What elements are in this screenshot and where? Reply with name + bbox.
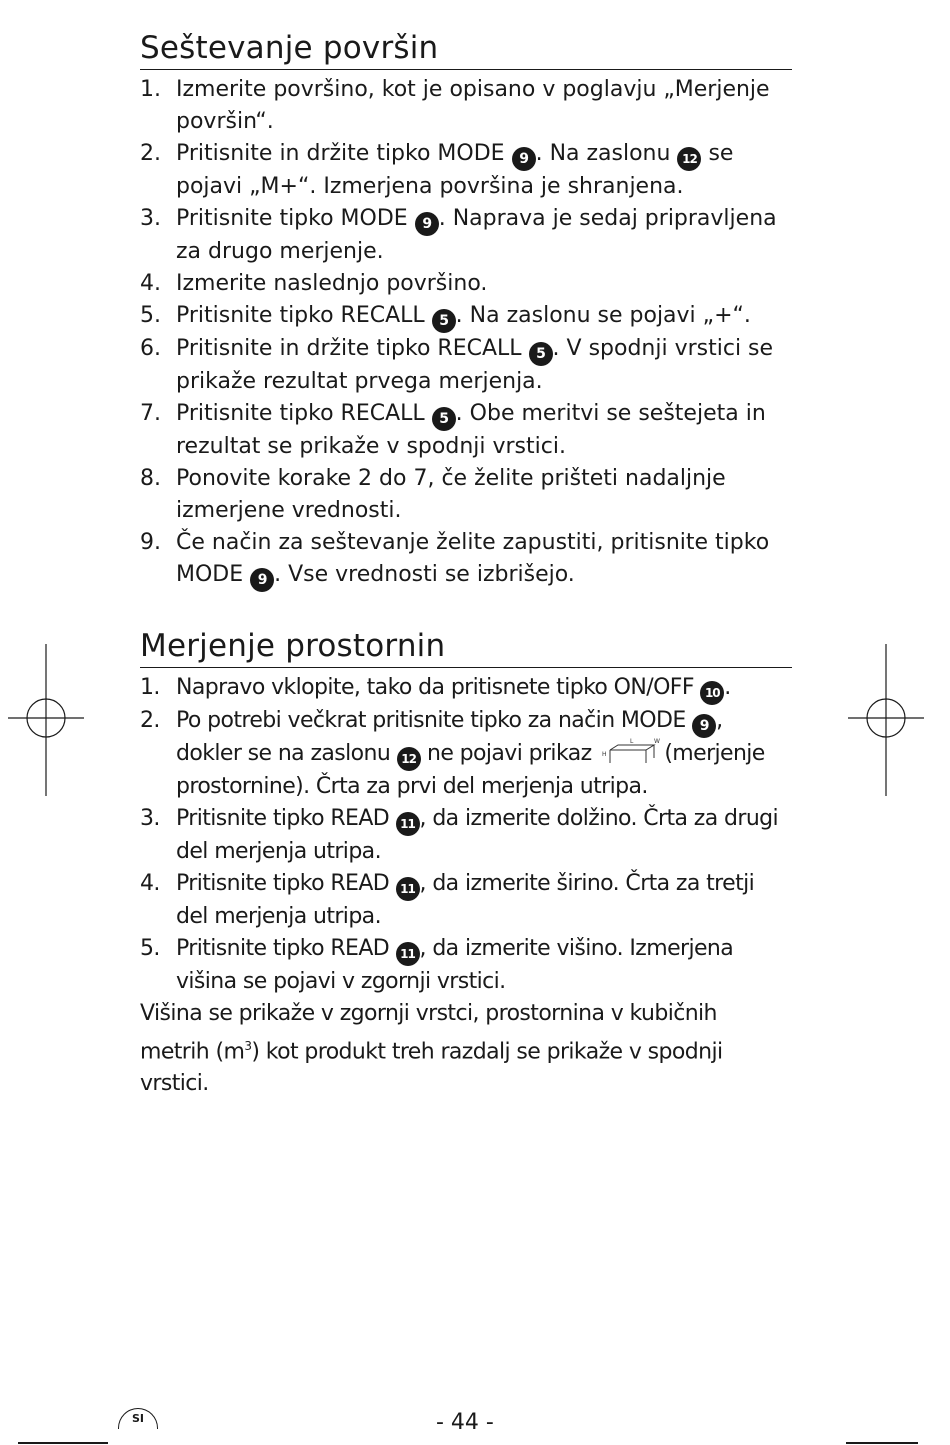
list-item [140,203,792,268]
volume-icon-length-label: L [629,738,633,745]
step-number: 3. [140,806,160,831]
step-number: 2. [140,141,161,166]
step-text: Pritisnite tipko RECALL [176,401,432,426]
callout-number-icon: 10 [700,681,724,705]
step-text: Če način za seštevanje želite zapustiti, pritisnite tipko MODE [176,530,770,587]
step-text: Pritisnite tipko MODE [176,206,415,231]
step-text: , da izmerite širino. Črta za tretji del merjenja utripa. [176,871,755,929]
section-adding-areas [140,30,792,592]
step-text: se pojavi „M+“. Izmerjena površina je shranjena. [176,141,734,199]
list-item [140,672,792,705]
step-number: 4. [140,871,160,896]
crop-line-left [18,1442,108,1444]
step-number: 5. [140,303,161,328]
steps-list-adding-areas [140,74,792,592]
volume-icon-height-label: H [601,751,606,758]
step-text: Pritisnite tipko READ [176,871,396,896]
page-number: - 44 - [436,1410,494,1435]
step-text: (merjenje prostornine). Črta za prvi del merjenja utripa. [176,741,765,799]
step-text: . Obe meritvi se seštejeta in rezultat se prikaže v spodnji vrstici. [176,401,766,459]
list-item [140,463,792,527]
list-item [140,74,792,138]
step-text: Po potrebi večkrat pritisnite tipko za način MODE [176,708,693,733]
step-text: . Na zaslonu se pojavi „+“. [455,303,751,328]
step-number: 1. [140,77,161,102]
callout-number-icon: 11 [396,812,420,836]
callout-number-icon: 5 [432,407,456,431]
section-measuring-volume [140,628,792,1100]
step-text: Izmerite naslednjo površino. [176,271,488,296]
list-item [140,803,792,868]
step-number: 6. [140,336,161,361]
step-text: Ponovite korake 2 do 7, če želite prišteti nadaljnje izmerjene vrednosti. [176,466,726,523]
step-text: Izmerite površino, kot je opisano v poglavju „Merjenje površin“. [176,77,770,134]
step-text: . Naprava je sedaj pripravljena za drugo merjenje. [176,206,777,264]
list-item [140,868,792,933]
step-number: 3. [140,206,161,231]
step-text: Pritisnite tipko READ [176,936,396,961]
list-item [140,527,792,592]
step-number: 1. [140,675,160,700]
step-number: 5. [140,936,160,961]
steps-list-measuring-volume [140,672,792,998]
step-text: , da izmerite dolžino. Črta za drugi del merjenja utripa. [176,806,779,864]
step-text: Napravo vklopite, tako da pritisnete tipko ON/OFF [176,675,701,700]
callout-number-icon: 9 [415,212,439,236]
callout-number-icon: 5 [432,309,456,333]
registration-mark-left-icon [4,640,88,800]
callout-number-icon: 12 [397,747,421,771]
step-text: ne pojavi prikaz [420,741,598,766]
step-number: 9. [140,530,161,555]
volume-note-text-end: ) kot produkt treh razdalj se prikaže v spodnji vrstici. [140,1039,723,1097]
volume-icon-width-label: W [653,738,660,745]
step-text: . Na zaslonu [535,141,678,166]
crop-line-right [846,1442,918,1444]
step-text: Pritisnite tipko READ [176,806,396,831]
section-title-measuring-volume: Merjenje prostornin [140,628,792,668]
list-item [140,333,792,398]
step-text: Pritisnite in držite tipko RECALL [176,336,529,361]
list-item [140,933,792,998]
list-item [140,138,792,203]
callout-number-icon: 11 [396,877,420,901]
volume-note-superscript: 3 [244,1039,252,1053]
callout-number-icon: 11 [396,942,420,966]
step-text: , da izmerite višino. Izmerjena višina se pojavi v zgornji vrstici. [176,936,734,994]
callout-number-icon: 9 [250,568,274,592]
list-item [140,268,792,300]
language-badge: SI [118,1408,158,1429]
step-text: , dokler se na zaslonu [176,708,723,766]
callout-number-icon: 5 [529,342,553,366]
volume-symbol-icon [598,738,658,764]
registration-mark-right-icon [844,640,928,800]
step-number: 8. [140,466,161,491]
section-title-adding-areas: Seštevanje površin [140,30,792,70]
list-item [140,705,792,803]
step-text: Pritisnite in držite tipko MODE [176,141,512,166]
page-content [140,30,792,1100]
step-text: . V spodnji vrstici se prikaže rezultat prvega merjenja. [176,336,774,394]
callout-number-icon: 12 [677,147,701,171]
step-number: 7. [140,401,161,426]
volume-note-text: Višina se prikaže v zgornji vrstci, prostornina v kubičnih metrih (m [140,1001,717,1065]
step-text: Pritisnite tipko RECALL [176,303,432,328]
step-text: . Vse vrednosti se izbrišejo. [274,562,575,587]
volume-note [140,998,792,1100]
step-number: 2. [140,708,160,733]
step-number: 4. [140,271,161,296]
step-text: . [724,675,731,700]
callout-number-icon: 9 [512,147,536,171]
list-item [140,300,792,333]
callout-number-icon: 9 [692,714,716,738]
list-item [140,398,792,463]
